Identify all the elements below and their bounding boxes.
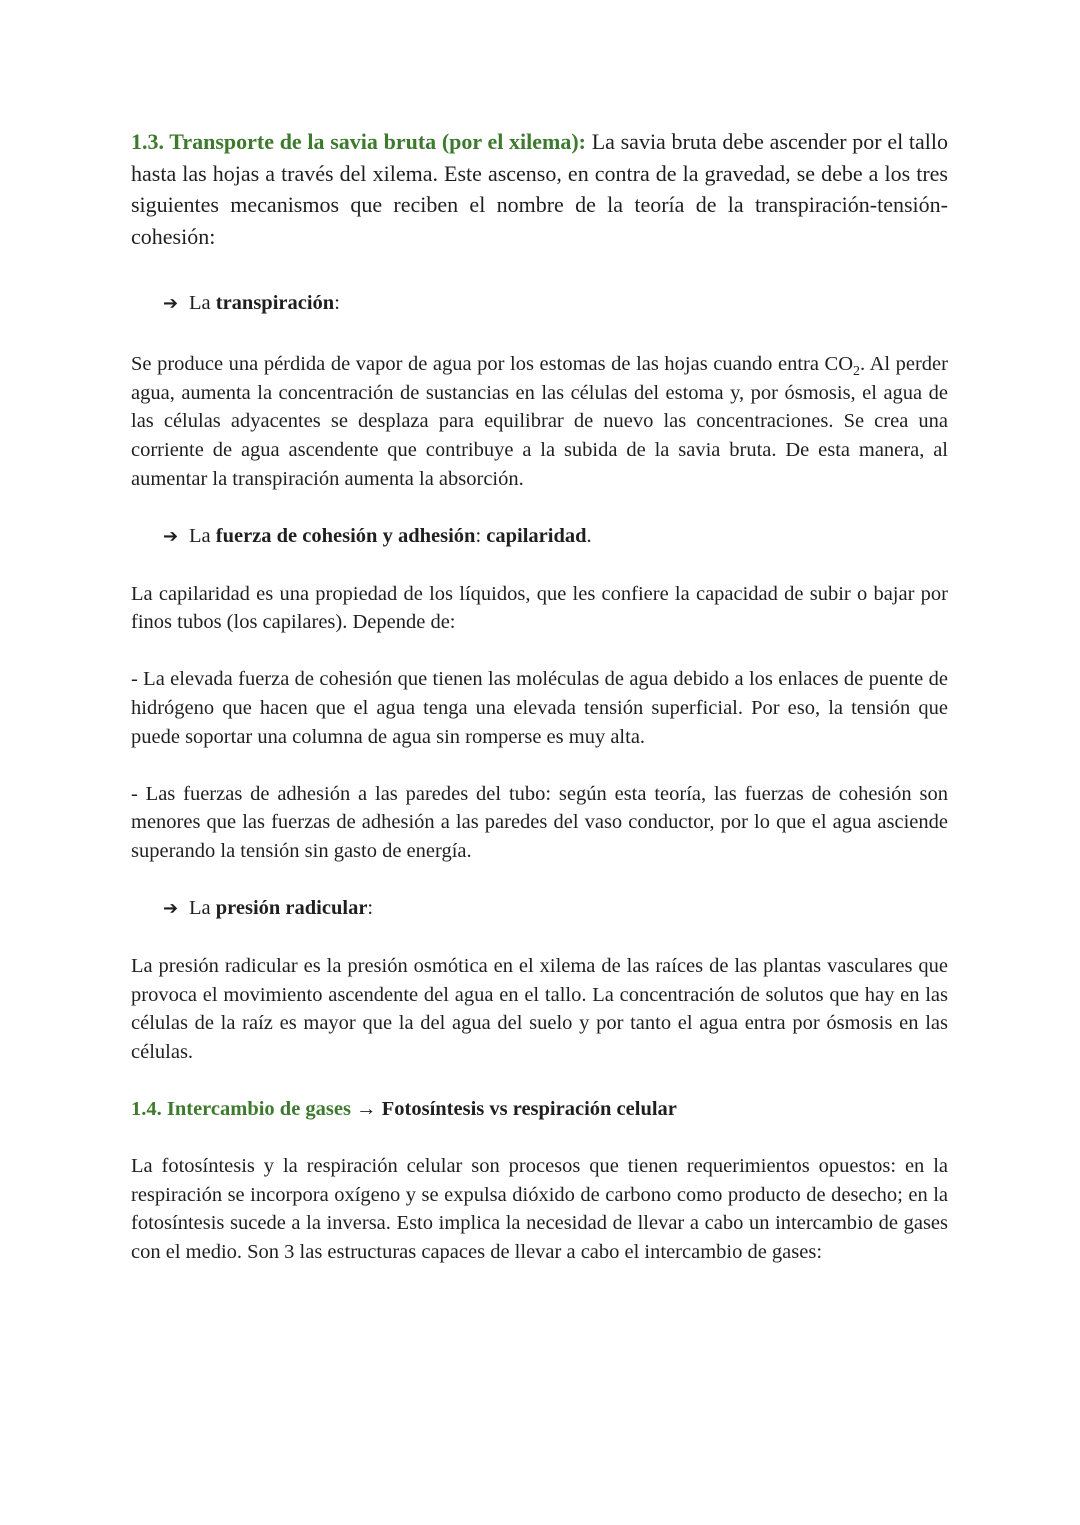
- bullet-suffix: .: [586, 524, 592, 547]
- section-1-4-subtitle: Fotosíntesis vs respiración celular: [381, 1097, 677, 1120]
- arrow-bullet-icon: ➔: [163, 293, 179, 314]
- section-1-4-title: 1.4. Intercambio de gases: [131, 1097, 351, 1120]
- text-segment: Se produce una pérdida de vapor de agua por los estomas de las hojas cuando entra CO: [131, 352, 854, 375]
- section-1-3-intro: La savia bruta debe ascender por el tallo hasta las hojas a través del xilema. Este ascenso, en contra de la gravedad, se debe a los tres siguientes mecanismos que reciben el nombre de la teoría de la transpiración-tensión-cohesión:: [131, 129, 948, 249]
- bullet-prefix: La: [189, 896, 216, 919]
- subscript: 2: [853, 363, 861, 379]
- paragraph-capilaridad: La capilaridad es una propiedad de los líquidos, que les confiere la capacidad de subir o bajar por finos tubos (los capilares). Depende de:: [131, 582, 948, 634]
- bullet-suffix: :: [334, 292, 340, 314]
- bullet-prefix: La: [189, 292, 216, 314]
- bullet-prefix: La: [189, 524, 216, 547]
- paragraph-cohesion: - La elevada fuerza de cohesión que tienen las moléculas de agua debido a los enlaces de puente de hidrógeno que hacen que el agua tenga una elevada tensión superficial. Por eso, la tensión que puede soportar una columna de agua sin romperse es muy alta.: [131, 668, 948, 748]
- section-1-4-heading: [131, 1095, 948, 1124]
- section-1-3-paragraph: [131, 126, 948, 252]
- bullet-bold-term: capilaridad: [486, 524, 587, 547]
- bullet-cohesion-adhesion: [131, 522, 948, 552]
- paragraph-adhesion: - Las fuerzas de adhesión a las paredes del tubo: según esta teoría, las fuerzas de cohesión son menores que las fuerzas de adhesión a las paredes del vaso conductor, por lo que el agua asciende superando la tensión sin gasto de energía.: [131, 782, 948, 863]
- bullet-suffix: :: [367, 896, 374, 919]
- document-page: [131, 126, 948, 1267]
- section-1-4-arrow: →: [351, 1097, 382, 1120]
- bullet-presion-radicular: [131, 894, 948, 924]
- arrow-bullet-icon: ➔: [163, 897, 179, 919]
- bullet-bold-term: transpiración: [215, 292, 335, 314]
- bullet-bold-term: presión radicular: [215, 896, 368, 919]
- bullet-middle: :: [475, 524, 487, 547]
- bullet-bold-term: fuerza de cohesión y adhesión: [215, 524, 476, 547]
- text-segment: . Al perder agua, aumenta la concentración de sustancias en las células del estoma y, por ósmosis, el agua de las células adyacentes se desplaza para equilibrar de nuevo las concentraciones. Se crea una corriente de agua ascendente que contribuye a la subida de la savia bruta. De esta manera, al aumentar la transpiración aumenta la absorción.: [131, 352, 948, 490]
- paragraph-presion-radicular: La presión radicular es la presión osmótica en el xilema de las raíces de las plantas vasculares que provoca el movimiento ascendente del agua en el tallo. La concentración de solutos que hay en las células de la raíz es mayor que la del agua del suelo y por tanto el agua entra por ósmosis en las células.: [131, 954, 948, 1064]
- arrow-bullet-icon: ➔: [163, 525, 179, 547]
- paragraph-intercambio-gases: La fotosíntesis y la respiración celular son procesos que tienen requerimientos opuestos: en la respiración se incorpora oxígeno y se expulsa dióxido de carbono como producto de desecho; en la fotosíntesis sucede a la inversa. Esto implica la necesidad de llevar a cabo un intercambio de gases con el medio. Son 3 las estructuras capaces de llevar a cabo el intercambio de gases:: [131, 1154, 948, 1264]
- section-1-3-title: 1.3. Transporte de la savia bruta (por el xilema):: [131, 129, 587, 154]
- bullet-transpiracion: [131, 289, 948, 319]
- paragraph-transpiracion: [131, 350, 948, 494]
